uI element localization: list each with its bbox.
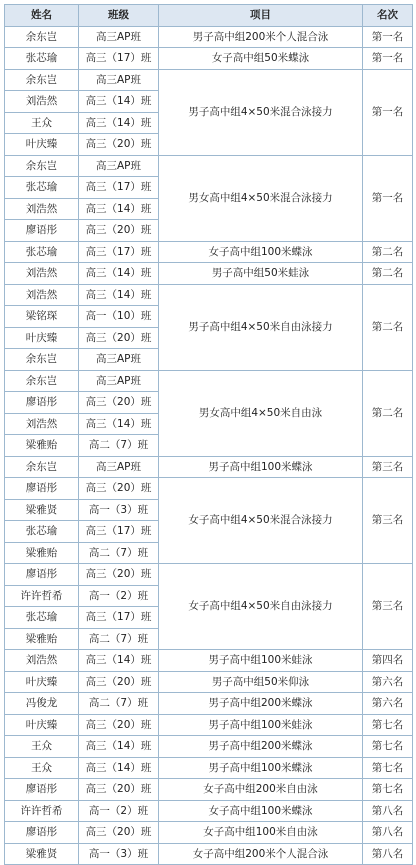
- rank-cell: 第八名: [363, 822, 413, 844]
- header-class: 班级: [79, 5, 159, 27]
- event-cell: 女子高中组50米蝶泳: [159, 48, 363, 70]
- event-cell: 男女高中组4×50米自由泳: [159, 370, 363, 456]
- athlete-name: 叶庆臻: [5, 134, 79, 156]
- athlete-class: 高三（20）班: [79, 478, 159, 500]
- athlete-class: 高三（20）班: [79, 220, 159, 242]
- athlete-name: 张芯瑜: [5, 607, 79, 629]
- athlete-name: 叶庆臻: [5, 671, 79, 693]
- athlete-class: 高三（17）班: [79, 48, 159, 70]
- athlete-class: 高三AP班: [79, 69, 159, 91]
- athlete-name: 张芯瑜: [5, 521, 79, 543]
- athlete-name: 王众: [5, 736, 79, 758]
- header-row: [5, 5, 413, 27]
- table-row: [5, 478, 413, 500]
- athlete-class: 高三AP班: [79, 155, 159, 177]
- rank-cell: 第二名: [363, 370, 413, 456]
- table-row: [5, 779, 413, 801]
- athlete-name: 刘浩然: [5, 413, 79, 435]
- athlete-class: 高三（20）班: [79, 327, 159, 349]
- athlete-name: 刘浩然: [5, 284, 79, 306]
- table-row: [5, 26, 413, 48]
- athlete-name: 梁铭琛: [5, 306, 79, 328]
- athlete-class: 高三（14）班: [79, 284, 159, 306]
- rank-cell: 第六名: [363, 693, 413, 715]
- athlete-name: 刘浩然: [5, 650, 79, 672]
- event-cell: 女子高中组4×50米混合泳接力: [159, 478, 363, 564]
- athlete-class: 高一（3）班: [79, 843, 159, 865]
- athlete-name: 叶庆臻: [5, 714, 79, 736]
- event-cell: 女子高中组100米蝶泳: [159, 800, 363, 822]
- athlete-class: 高三（17）班: [79, 607, 159, 629]
- table-row: [5, 155, 413, 177]
- athlete-class: 高三（20）班: [79, 822, 159, 844]
- event-cell: 男子高中组50米仰泳: [159, 671, 363, 693]
- athlete-name: 梁雅贻: [5, 628, 79, 650]
- table-row: [5, 284, 413, 306]
- header-name: 姓名: [5, 5, 79, 27]
- athlete-name: 余东岂: [5, 155, 79, 177]
- event-cell: 男子高中组200米蝶泳: [159, 693, 363, 715]
- athlete-class: 高三AP班: [79, 370, 159, 392]
- rank-cell: 第一名: [363, 69, 413, 155]
- athlete-class: 高三（20）班: [79, 392, 159, 414]
- athlete-name: 余东岂: [5, 370, 79, 392]
- event-cell: 男子高中组100米蝶泳: [159, 456, 363, 478]
- rank-cell: 第七名: [363, 757, 413, 779]
- athlete-name: 余东岂: [5, 456, 79, 478]
- athlete-class: 高三（14）班: [79, 736, 159, 758]
- rank-cell: 第一名: [363, 48, 413, 70]
- rank-cell: 第二名: [363, 284, 413, 370]
- athlete-name: 廖语彤: [5, 779, 79, 801]
- event-cell: 女子高中组200米个人混合泳: [159, 843, 363, 865]
- athlete-class: 高三（14）班: [79, 198, 159, 220]
- athlete-class: 高一（10）班: [79, 306, 159, 328]
- athlete-name: 叶庆臻: [5, 327, 79, 349]
- event-cell: 男子高中组100米蛙泳: [159, 650, 363, 672]
- athlete-name: 余东岂: [5, 26, 79, 48]
- table-row: [5, 456, 413, 478]
- athlete-class: 高三（17）班: [79, 521, 159, 543]
- rank-cell: 第七名: [363, 714, 413, 736]
- rank-cell: 第三名: [363, 478, 413, 564]
- athlete-name: 刘浩然: [5, 263, 79, 285]
- table-row: [5, 843, 413, 865]
- event-cell: 男子高中组200米蝶泳: [159, 736, 363, 758]
- event-cell: 男子高中组100米蛙泳: [159, 714, 363, 736]
- athlete-class: 高三（20）班: [79, 564, 159, 586]
- athlete-class: 高二（7）班: [79, 628, 159, 650]
- athlete-class: 高二（7）班: [79, 435, 159, 457]
- athlete-class: 高一（3）班: [79, 499, 159, 521]
- athlete-class: 高三（17）班: [79, 177, 159, 199]
- header-event: 项目: [159, 5, 363, 27]
- event-cell: 女子高中组4×50米自由泳接力: [159, 564, 363, 650]
- athlete-name: 张芯瑜: [5, 241, 79, 263]
- athlete-name: 余东岂: [5, 69, 79, 91]
- table-row: [5, 671, 413, 693]
- table-row: [5, 370, 413, 392]
- event-cell: 男子高中组50米蛙泳: [159, 263, 363, 285]
- rank-cell: 第三名: [363, 456, 413, 478]
- rank-cell: 第八名: [363, 800, 413, 822]
- event-cell: 女子高中组100米蝶泳: [159, 241, 363, 263]
- athlete-class: 高三（14）班: [79, 413, 159, 435]
- athlete-class: 高三（14）班: [79, 112, 159, 134]
- table-row: [5, 263, 413, 285]
- athlete-class: 高三（20）班: [79, 134, 159, 156]
- athlete-name: 张芯瑜: [5, 177, 79, 199]
- rank-cell: 第二名: [363, 241, 413, 263]
- athlete-name: 廖语彤: [5, 564, 79, 586]
- results-body: [5, 26, 413, 865]
- rank-cell: 第七名: [363, 779, 413, 801]
- rank-cell: 第二名: [363, 263, 413, 285]
- rank-cell: 第八名: [363, 843, 413, 865]
- athlete-name: 余东岂: [5, 349, 79, 371]
- event-cell: 男子高中组200米个人混合泳: [159, 26, 363, 48]
- athlete-class: 高三AP班: [79, 26, 159, 48]
- athlete-name: 王众: [5, 112, 79, 134]
- athlete-name: 刘浩然: [5, 198, 79, 220]
- event-cell: 女子高中组200米自由泳: [159, 779, 363, 801]
- athlete-name: 许许哲希: [5, 800, 79, 822]
- event-cell: 女子高中组100米自由泳: [159, 822, 363, 844]
- table-row: [5, 241, 413, 263]
- athlete-class: 高一（2）班: [79, 800, 159, 822]
- athlete-name: 廖语彤: [5, 478, 79, 500]
- athlete-class: 高三AP班: [79, 456, 159, 478]
- table-row: [5, 822, 413, 844]
- athlete-class: 高三（14）班: [79, 757, 159, 779]
- athlete-name: 张芯瑜: [5, 48, 79, 70]
- rank-cell: 第一名: [363, 155, 413, 241]
- athlete-class: 高二（7）班: [79, 542, 159, 564]
- athlete-class: 高三（20）班: [79, 779, 159, 801]
- results-table: [4, 4, 413, 865]
- table-row: [5, 757, 413, 779]
- athlete-name: 廖语彤: [5, 220, 79, 242]
- event-cell: 男子高中组4×50米自由泳接力: [159, 284, 363, 370]
- athlete-class: 高三AP班: [79, 349, 159, 371]
- table-row: [5, 564, 413, 586]
- athlete-class: 高三（17）班: [79, 241, 159, 263]
- athlete-name: 梁雅贻: [5, 542, 79, 564]
- table-row: [5, 69, 413, 91]
- athlete-name: 梁雅贤: [5, 843, 79, 865]
- athlete-class: 高三（14）班: [79, 91, 159, 113]
- athlete-name: 许许哲希: [5, 585, 79, 607]
- athlete-name: 王众: [5, 757, 79, 779]
- athlete-name: 刘浩然: [5, 91, 79, 113]
- athlete-class: 高三（14）班: [79, 650, 159, 672]
- table-row: [5, 650, 413, 672]
- event-cell: 男女高中组4×50米混合泳接力: [159, 155, 363, 241]
- athlete-name: 廖语彤: [5, 822, 79, 844]
- athlete-class: 高三（20）班: [79, 671, 159, 693]
- athlete-class: 高三（20）班: [79, 714, 159, 736]
- table-row: [5, 800, 413, 822]
- event-cell: 男子高中组100米蝶泳: [159, 757, 363, 779]
- athlete-class: 高一（2）班: [79, 585, 159, 607]
- athlete-name: 梁雅贤: [5, 499, 79, 521]
- rank-cell: 第七名: [363, 736, 413, 758]
- table-row: [5, 736, 413, 758]
- header-rank: 名次: [363, 5, 413, 27]
- athlete-name: 冯俊龙: [5, 693, 79, 715]
- rank-cell: 第一名: [363, 26, 413, 48]
- athlete-name: 廖语彤: [5, 392, 79, 414]
- table-row: [5, 714, 413, 736]
- rank-cell: 第四名: [363, 650, 413, 672]
- rank-cell: 第三名: [363, 564, 413, 650]
- athlete-class: 高二（7）班: [79, 693, 159, 715]
- rank-cell: 第六名: [363, 671, 413, 693]
- event-cell: 男子高中组4×50米混合泳接力: [159, 69, 363, 155]
- table-row: [5, 48, 413, 70]
- athlete-class: 高三（14）班: [79, 263, 159, 285]
- athlete-name: 梁雅贻: [5, 435, 79, 457]
- table-row: [5, 693, 413, 715]
